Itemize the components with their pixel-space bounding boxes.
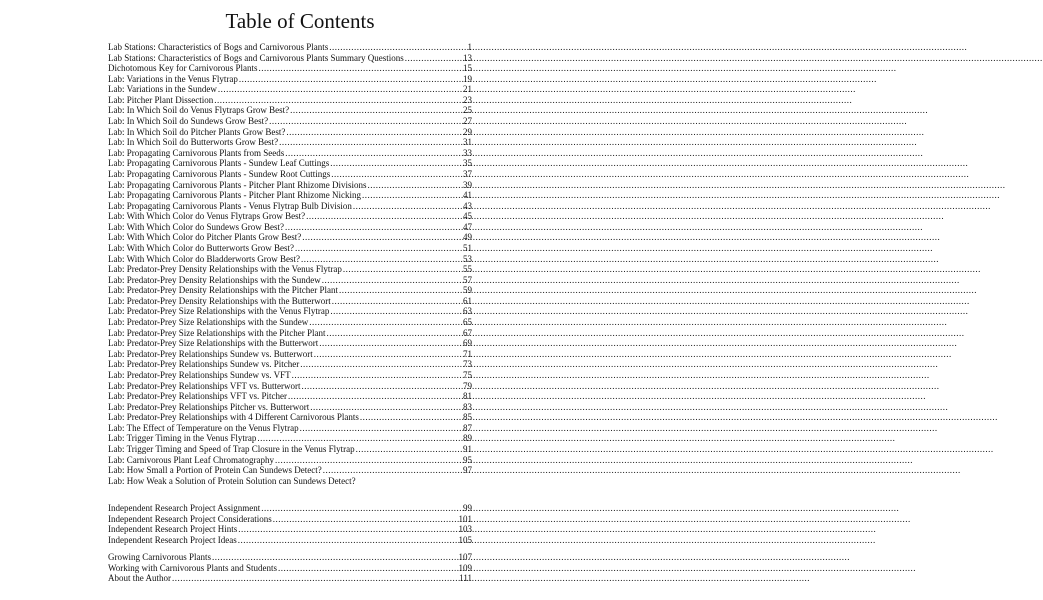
toc-entry-page-number: 105 <box>458 534 472 545</box>
dot-leader <box>286 127 462 138</box>
toc-entry-label: Lab: Propagating Carnivorous Plants - Pitcher Plant Rhizome Divisions <box>108 179 367 190</box>
toc-section-research <box>108 503 472 545</box>
dot-leader <box>285 148 462 159</box>
toc-entry-label: Independent Research Project Assignment <box>108 503 261 513</box>
toc-entry-page-number: 95 <box>463 454 472 465</box>
dot-leader <box>331 169 462 180</box>
toc-entry <box>108 476 472 487</box>
dot-leader <box>278 563 457 574</box>
toc-entry-page-number: 23 <box>463 94 472 105</box>
toc-entry-label: Lab: In Which Soil do Sundews Grow Best? <box>108 116 269 127</box>
toc-entry-page-number: 45 <box>463 211 472 222</box>
toc-entry-page-number: 27 <box>463 116 472 127</box>
dot-leader <box>300 423 462 434</box>
dot-leader <box>306 211 462 222</box>
dot-leader <box>302 232 462 243</box>
toc-entry <box>108 232 472 243</box>
toc-entry <box>108 433 472 444</box>
toc-entry-label: Lab: Propagating Carnivorous Plants - Pitcher Plant Rhizome Nicking <box>108 190 361 201</box>
toc-entry-label: Lab: Predator-Prey Relationships with 4 Different Carnivorous Plants <box>108 412 359 423</box>
toc-entry-label: Lab: Propagating Carnivorous Plants - Venus Flytrap Bulb Division <box>108 200 352 211</box>
toc-entry <box>108 127 472 138</box>
toc-entry <box>108 412 472 423</box>
toc-entry <box>108 524 472 535</box>
toc-entry-label: Working with Carnivorous Plants and Students <box>108 562 278 573</box>
toc-entry-label: Growing Carnivorous Plants <box>108 552 211 562</box>
toc-entry-page-number: 71 <box>463 348 472 359</box>
toc-entry-page-number: 87 <box>463 422 472 433</box>
dot-leader <box>330 158 462 169</box>
dot-leader <box>362 190 462 201</box>
toc-entry-label: Lab: Propagating Carnivorous Plants - Sundew Root Cuttings <box>108 168 331 179</box>
toc-entry-label: Independent Research Project Ideas <box>108 534 237 545</box>
dot-leader <box>261 503 462 514</box>
dot-leader <box>360 412 462 423</box>
toc-entry-page-number: 41 <box>463 190 472 201</box>
toc-entry-label: Lab: Predator-Prey Relationships Pitcher vs. Butterwort <box>108 401 310 412</box>
dot-leader <box>238 524 457 535</box>
toc-entry <box>108 222 472 233</box>
toc-entry-page-number: 73 <box>463 359 472 370</box>
dot-leader <box>218 84 462 95</box>
toc-entry <box>108 381 472 392</box>
page-title: Table of Contents <box>225 9 375 33</box>
toc-entry-label: Lab: With Which Color do Bladderworts Grow Best? <box>108 253 301 264</box>
toc-entry-page-number: 89 <box>463 433 472 444</box>
dot-leader <box>295 243 462 254</box>
toc-entry-label: Lab: Predator-Prey Density Relationships with the Pitcher Plant <box>108 285 339 296</box>
dot-leader <box>356 444 462 455</box>
toc-entry-page-number: 21 <box>463 84 472 95</box>
toc-entry-page-number: 29 <box>463 126 472 137</box>
toc-entry-label: Lab: With Which Color do Pitcher Plants Grow Best? <box>108 232 302 243</box>
toc-entry <box>108 455 472 466</box>
dot-leader <box>301 381 462 392</box>
toc-entry <box>108 84 472 95</box>
toc-entry-label: Lab: With Which Color do Venus Flytraps Grow Best? <box>108 211 306 222</box>
toc-entry-label: Lab: Predator-Prey Size Relationships with the Pitcher Plant <box>108 327 326 338</box>
dot-leader <box>285 222 462 233</box>
toc-entry-page-number: 109 <box>458 562 472 573</box>
dot-leader <box>292 370 462 381</box>
toc-entry-label: Lab Stations: Characteristics of Bogs and Carnivorous Plants Summary Questions <box>108 52 404 63</box>
toc-entry-page-number: 111 <box>459 573 472 584</box>
toc-entry <box>108 349 472 360</box>
dot-leader <box>405 53 462 64</box>
toc-entry <box>108 137 472 148</box>
dot-leader <box>322 275 462 286</box>
toc-entry <box>108 573 472 584</box>
toc-entry-label: Lab: Predator-Prey Relationships VFT vs. Butterwort <box>108 380 301 391</box>
dot-leader <box>269 116 462 127</box>
toc-entry <box>108 306 472 317</box>
toc-entry <box>108 296 472 307</box>
toc-entry-label: Lab: Predator-Prey Density Relationships with the Sundew <box>108 274 321 285</box>
toc-entry <box>108 535 472 546</box>
toc-entry-page-number: 49 <box>463 232 472 243</box>
toc-entry-page-number: 51 <box>463 242 472 253</box>
dot-leader <box>279 137 462 148</box>
toc-entry-page-number: 55 <box>463 264 472 275</box>
toc-entry <box>108 105 472 116</box>
toc-entry-label: About the Author <box>108 573 171 584</box>
toc-entry-page-number: 65 <box>463 317 472 328</box>
toc-entry-page-number: 31 <box>463 137 472 148</box>
toc-entry-page-number: 85 <box>463 412 472 423</box>
toc-entry <box>108 444 472 455</box>
toc-entry-page-number: 83 <box>463 401 472 412</box>
toc-entry-label: Lab: The Effect of Temperature on the Venus Flytrap <box>108 422 299 433</box>
toc-entry <box>108 53 472 64</box>
toc-entry-page-number: 103 <box>458 524 472 535</box>
toc-entry <box>108 211 472 222</box>
dot-leader <box>212 552 458 563</box>
toc-entry-page-number: 57 <box>463 274 472 285</box>
toc-entry-label: Lab: In Which Soil do Venus Flytraps Grow Best? <box>108 105 290 116</box>
dot-leader <box>310 402 462 413</box>
toc-entry-label: Lab: Predator-Prey Relationships VFT vs. Pitcher <box>108 391 287 402</box>
toc-entry <box>108 74 472 85</box>
toc-entry <box>108 514 472 525</box>
dot-leader <box>309 317 462 328</box>
toc-entry-label: Lab: How Small a Portion of Protein Can Sundews Detect? <box>108 465 322 476</box>
dot-leader <box>239 74 462 85</box>
toc-entry-label: Lab: Variations in the Venus Flytrap <box>108 73 238 84</box>
toc-section-labs <box>108 42 472 486</box>
dot-leader <box>275 455 462 466</box>
toc-entry-page-number: 67 <box>463 327 472 338</box>
dot-leader <box>257 433 462 444</box>
toc-entry-page-number: 33 <box>463 147 472 158</box>
dot-leader <box>332 296 462 307</box>
toc-entry <box>108 423 472 434</box>
toc-entry <box>108 180 472 191</box>
toc-entry <box>108 370 472 381</box>
toc-entry <box>108 63 472 74</box>
toc-entry <box>108 254 472 265</box>
toc-entry-page-number: 25 <box>463 105 472 116</box>
toc-entry-label: Lab: Predator-Prey Density Relationships with the Venus Flytrap <box>108 264 342 275</box>
toc-entry <box>108 391 472 402</box>
toc-entry <box>108 503 472 514</box>
toc-entry-label: Lab: Predator-Prey Density Relationships with the Butterwort <box>108 295 331 306</box>
toc-entry <box>108 359 472 370</box>
toc-entry-page-number: 43 <box>463 200 472 211</box>
toc-entry <box>108 148 472 159</box>
toc-entry-page-number: 53 <box>463 253 472 264</box>
toc-entry-label: Lab: Carnivorous Plant Leaf Chromatography <box>108 454 274 465</box>
toc-entry <box>108 116 472 127</box>
dot-leader <box>258 63 462 74</box>
toc-entry-label: Independent Research Project Considerations <box>108 513 272 524</box>
toc-entry-label: Lab: Predator-Prey Size Relationships with the Butterwort <box>108 338 319 349</box>
toc-entry-label: Lab: Propagating Carnivorous Plants from Seeds <box>108 147 285 158</box>
toc-entry-page-number: 69 <box>463 338 472 349</box>
toc-entry-label: Lab: Predator-Prey Relationships Sundew vs. Butterwort <box>108 348 313 359</box>
toc-entry <box>108 190 472 201</box>
toc-entry <box>108 338 472 349</box>
dot-leader <box>339 285 462 296</box>
dot-leader <box>327 328 462 339</box>
toc-entry-page-number: 107 <box>458 552 472 562</box>
toc-entry <box>108 402 472 413</box>
dot-leader <box>300 359 462 370</box>
dot-leader <box>367 180 462 191</box>
toc-entry-label: Lab: Trigger Timing and Speed of Trap Closure in the Venus Flytrap <box>108 443 355 454</box>
dot-leader <box>343 264 462 275</box>
toc-entry-page-number: 1 <box>467 42 472 52</box>
toc-entry <box>108 169 472 180</box>
toc-entry <box>108 552 472 563</box>
dot-leader <box>353 201 462 212</box>
toc-entry-label: Lab: Variations in the Sundew <box>108 84 217 95</box>
toc-entry <box>108 201 472 212</box>
toc-entry <box>108 95 472 106</box>
toc-entry-label: Lab: With Which Color do Butterworts Grow Best? <box>108 242 295 253</box>
dot-leader <box>238 535 458 546</box>
toc-entry <box>108 42 472 53</box>
dot-leader <box>288 391 462 402</box>
toc-entry <box>108 158 472 169</box>
toc-entry <box>108 243 472 254</box>
toc-entry-label: Lab: Predator-Prey Relationships Sundew vs. VFT <box>108 369 291 380</box>
toc-entry-page-number: 97 <box>463 465 472 476</box>
toc-entry <box>108 275 472 286</box>
toc-section-appendix <box>108 552 472 584</box>
dot-leader <box>330 306 462 317</box>
toc-entry-label: Lab Stations: Characteristics of Bogs and Carnivorous Plants <box>108 42 329 52</box>
toc-entry-label: Lab: Pitcher Plant Dissection <box>108 94 214 105</box>
toc-entry-page-number: 59 <box>463 285 472 296</box>
dot-leader <box>319 338 462 349</box>
dot-leader <box>301 254 462 265</box>
toc-entry-page-number: 15 <box>463 63 472 74</box>
toc-entry <box>108 328 472 339</box>
toc-entry-page-number: 39 <box>463 179 472 190</box>
dot-leader <box>329 42 466 53</box>
toc-entry-label: Lab: In Which Soil do Butterworts Grow Best? <box>108 137 279 148</box>
toc-entry-label: Lab: Propagating Carnivorous Plants - Sundew Leaf Cuttings <box>108 158 330 169</box>
dot-leader <box>273 514 458 525</box>
toc-entry-page-number: 99 <box>463 503 472 513</box>
toc-entry-label: Lab: In Which Soil do Pitcher Plants Grow Best? <box>108 126 286 137</box>
dot-leader <box>323 465 462 476</box>
toc-entry-label: Lab: Predator-Prey Relationships Sundew vs. Pitcher <box>108 359 300 370</box>
toc-entry-page-number: 63 <box>463 306 472 317</box>
toc-entry-label: Lab: Predator-Prey Size Relationships with the Venus Flytrap <box>108 306 330 317</box>
dot-leader <box>214 95 462 106</box>
dot-leader <box>172 573 458 584</box>
toc-entry-page-number: 13 <box>463 52 472 63</box>
toc-entry-page-number: 75 <box>463 369 472 380</box>
toc-entry <box>108 465 472 476</box>
toc-entry-label: Lab: With Which Color do Sundews Grow Best? <box>108 221 285 232</box>
toc-entry-page-number: 61 <box>463 295 472 306</box>
toc-entry-page-number: 47 <box>463 221 472 232</box>
toc-entry <box>108 317 472 328</box>
toc-entry-label: Lab: Trigger Timing in the Venus Flytrap <box>108 433 257 444</box>
toc-entry <box>108 563 472 574</box>
toc-entry-page-number: 19 <box>463 73 472 84</box>
toc-entry-page-number: 37 <box>463 168 472 179</box>
toc-entry-page-number: 81 <box>463 391 472 402</box>
toc-entry-page-number: 91 <box>463 443 472 454</box>
toc-entry <box>108 264 472 275</box>
toc-entry-label: Lab: Predator-Prey Size Relationships with the Sundew <box>108 317 309 328</box>
toc-entry-page-number: 101 <box>458 513 472 524</box>
toc-entry <box>108 285 472 296</box>
toc-entry-label: Dichotomous Key for Carnivorous Plants <box>108 63 258 74</box>
toc-entry-page-number: 35 <box>463 158 472 169</box>
dot-leader <box>290 105 462 116</box>
dot-leader <box>314 349 462 360</box>
toc-entry-label: Independent Research Project Hints <box>108 524 238 535</box>
toc-entry-label: Lab: How Weak a Solution of Protein Solution can Sundews Detect? <box>108 475 356 486</box>
toc-entry-page-number: 79 <box>463 380 472 391</box>
